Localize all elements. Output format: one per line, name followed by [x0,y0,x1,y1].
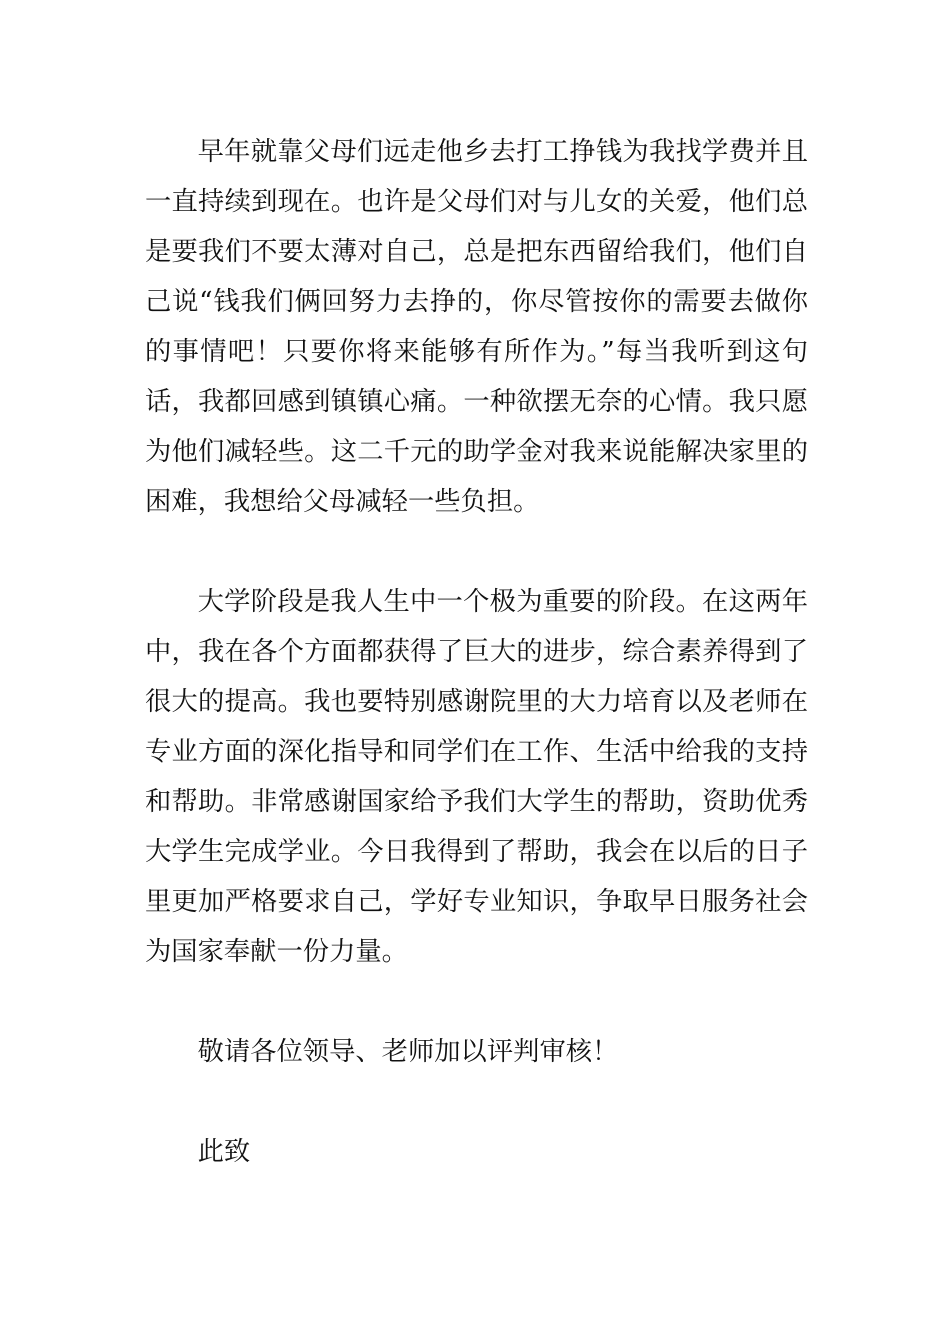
paragraph-closing: 此致 [197,1137,251,1167]
paragraph-university-progress: 大学阶段是我人生中一个极为重要的阶段。在这两年中，我在各个方面都获得了巨大的进步，综合素养得到了很大的提高。我也要特别感谢院里的大力培育以及老师在专业方面的深化指导和同学们在工作、生活中给我的支持和帮助。非常感谢国家给予我们大学生的帮助，资助优秀大学生完成学业。今日我得到了帮助，我会在以后的日子里更加严格要求自己，学好专业知识，争取早日服务社会为国家奉献一份力量。 [145,587,808,967]
paragraph-family-support: 早年就靠父母们远走他乡去打工挣钱为我找学费并且一直持续到现在。也许是父母们对与儿女的关爱，他们总是要我们不要太薄对自己，总是把东西留给我们，他们自己说“钱我们俩回努力去挣的，你尽管按你的需要去做你的事情吧！只要你将来能够有所作为。”每当我听到这句话，我都回感到镇镇心痛。一种欲摆无奈的心情。我只愿为他们减轻些。这二千元的助学金对我来说能解决家里的困难，我想给父母减轻一些负担。 [145,137,808,517]
paragraph-request-review: 敬请各位领导、老师加以评判审核！ [197,1037,619,1067]
